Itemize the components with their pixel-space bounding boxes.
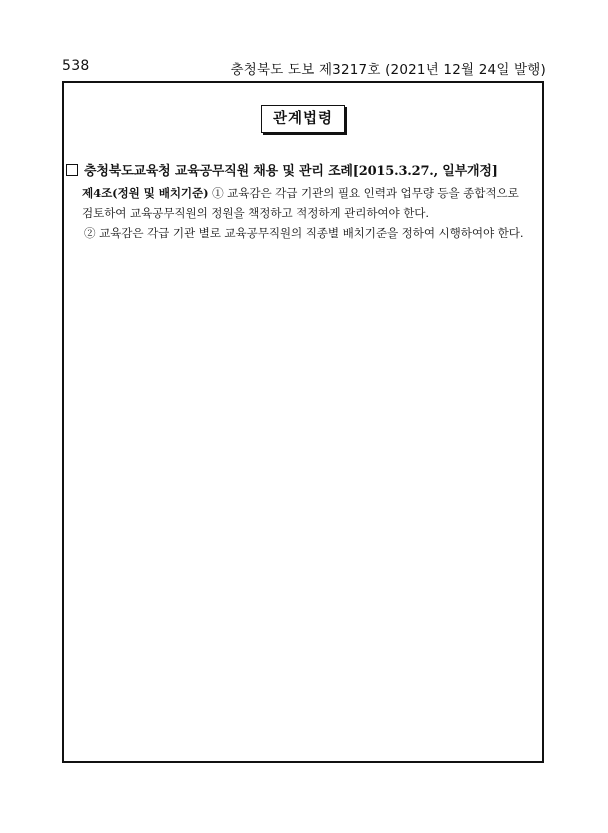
checkbox-icon xyxy=(66,164,78,176)
content-frame xyxy=(62,81,544,763)
section-title: 관계법령 xyxy=(261,105,345,133)
gazette-header: 충청북도 도보 제3217호 (2021년 12월 24일 발행) xyxy=(230,62,546,78)
article-label: 제4조(정원 및 배치기준) xyxy=(82,186,209,200)
law-title: 충청북도교육청 교육공무직원 채용 및 관리 조례[2015.3.27., 일부개정] xyxy=(84,164,498,179)
clause-2-text: ② 교육감은 각급 기관 별로 교육공무직원의 직종별 배치기준을 정하여 시행하여야 한다. xyxy=(84,226,524,240)
law-heading xyxy=(66,160,498,179)
clause-1-text: ① 교육감은 각급 기관의 필요 인력과 업무량 등을 종합적으로 xyxy=(208,186,519,200)
article-line-1 xyxy=(82,185,542,201)
article-line-2: 검토하여 교육공무직원의 정원을 책정하고 적정하게 관리하여야 한다. xyxy=(82,206,429,220)
page-number: 538 xyxy=(62,58,90,74)
